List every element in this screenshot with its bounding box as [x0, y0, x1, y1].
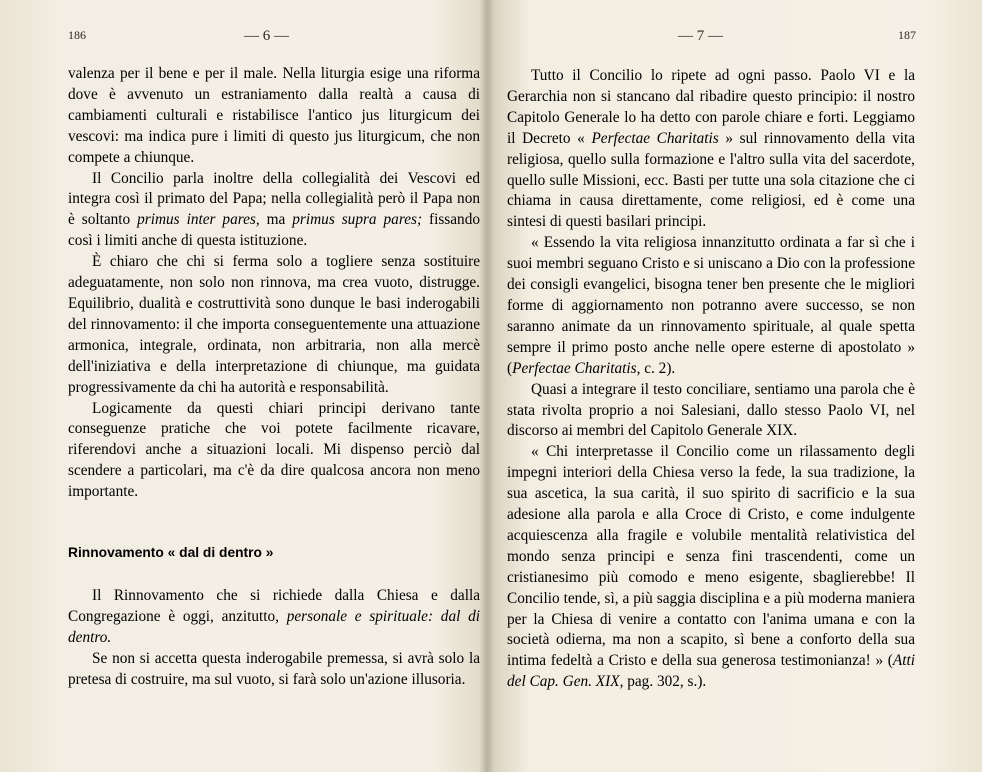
page-number: 186 — [68, 28, 86, 42]
running-head: — 7 — — [678, 28, 723, 44]
paragraph: Logicamente da questi chiari principi derivano tante conseguenze pratiche che voi potete facilmente ricavare, riferendovi anche a situazioni locali. Mi dispenso perciò dal scendere a particolari, ma c'è da dire qualcosa ancora non meno importante. — [68, 399, 480, 501]
running-head: — 6 — — [244, 28, 289, 44]
section-heading: Rinnovamento « dal di dentro » — [68, 545, 274, 561]
quotation: « Chi interpretasse il Concilio come un rilassamento degli impegni interiori della Chiesa verso la fede, la sua tradizione, la sua ascetica, la sua carità, il suo spirito di sacrificio e la sua adesione alla parola e alla Croce di Cristo, e come indulgente acquiescenza alla fragile e volubile mentalità relativistica del mondo senza principi e senza fini trascendenti, come un cristianesimo più comodo e meno esigente, sbaglierebbe! Il Concilio tende, sì, a più saggia disciplina e a più moderna maniera per la Chiesa di venire a contatto con l'anima umana e con la società odierna, ma non a scapito, sì bene a conforto della sua intima fedeltà a Cristo e della sua generosa testimonianza! » (Atti del Cap. Gen. XIX, pag. 302, s.). — [507, 443, 915, 691]
left-page-body — [68, 64, 480, 690]
page-number: 187 — [898, 28, 916, 42]
paragraph: Il Concilio parla inoltre della collegialità dei Vescovi ed integra così il primato del Papa; nella collegialità però il Papa non è soltanto primus inter pares, ma primus supra pares; fissando così i limiti anche di questa istituzione. — [68, 169, 480, 250]
paragraph: Il Rinnovamento che si richiede dalla Chiesa e dalla Congregazione è oggi, anzitutto, personale e spirituale: dal di dentro. — [68, 586, 480, 646]
paragraph: Se non si accetta questa inderogabile premessa, si avrà solo la pretesa di costruire, ma sul vuoto, si farà solo un'azione illusoria. — [68, 649, 480, 688]
paragraph: Quasi a integrare il testo conciliare, sentiamo una parola che è stata rivolta proprio a noi Salesiani, dallo stesso Paolo VI, nel discorso ai membri del Capitolo Generale XIX. — [507, 380, 915, 440]
right-page-body — [507, 66, 915, 693]
paragraph: È chiaro che chi si ferma solo a togliere senza sostituire adeguatamente, non solo non rinnova, ma crea vuoto, distrugge. Equilibrio, dualità e costruttività sono dunque le basi inderogabili del rinnovamento: il che importa conseguentemente una attuazione armonica, integrale, ordinata, non arbitraria, non alla mercè dell'iniziativa e della interpretazione di chiunque, ma guidata progressivamente da chi ha autorità e responsabilità. — [68, 253, 480, 396]
paragraph: valenza per il bene e per il male. Nella liturgia esige una riforma dove è avvenuto un estraniamento dalla realtà a causa di cambiamenti culturali e ristabilisce l'antico jus liturgicum dei vescovi: ma indica pure i limiti di questo jus liturgicum, che non compete a chiunque. — [68, 65, 480, 166]
quotation: « Essendo la vita religiosa innanzitutto ordinata a far sì che i suoi membri seguano Cristo e si uniscano a Dio con la professione dei consigli evangelici, bisogna tener ben presente che le migliori forme di aggiornamento non potranno avere successo, se non saranno animate da un rinnovamento spirituale, al quale spetta sempre il primo posto anche nelle opere esterne di apostolato » (Perfectae Charitatis, c. 2). — [507, 234, 915, 377]
paragraph: Tutto il Concilio lo ripete ad ogni passo. Paolo VI e la Gerarchia non si stancano dal ribadire questo principio: il nostro Capitolo Generale lo ha detto con parole chiare e forti. Leggiamo il Decreto « Perfectae Charitatis » sul rinnovamento della vita religiosa, quello sulla formazione e l'altro sulla vita del sacerdote, quello sulle Missioni, ecc. Basti per tutte una sola citazione che ci chiama in causa direttamente, come religiosi, ed è come una sintesi di questi basilari principi. — [507, 67, 916, 231]
